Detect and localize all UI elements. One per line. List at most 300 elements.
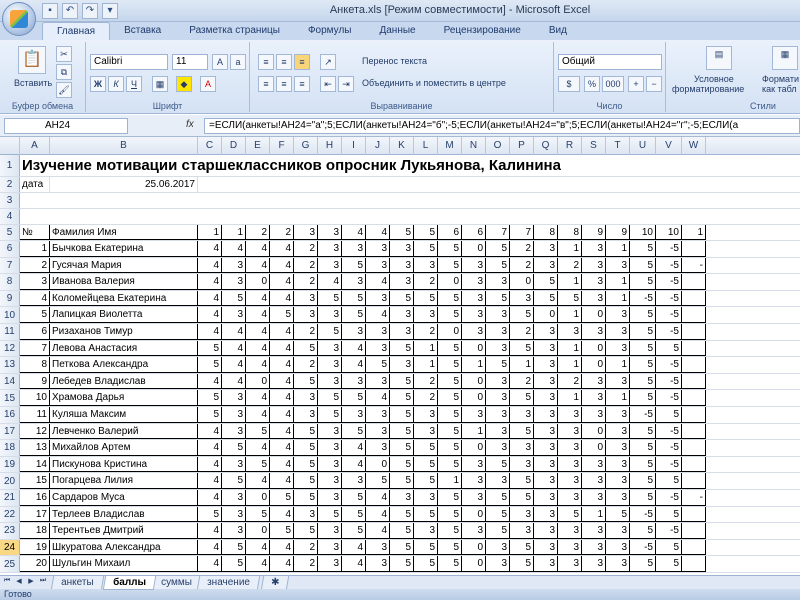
cell[interactable]: 2 — [414, 274, 438, 290]
cell[interactable]: 14 — [20, 457, 50, 473]
cell[interactable]: 3 — [486, 374, 510, 390]
align-left-icon[interactable]: ≡ — [258, 76, 274, 92]
cell[interactable]: 1 — [606, 274, 630, 290]
cell[interactable]: 9 — [20, 374, 50, 390]
cell[interactable]: 3 — [510, 440, 534, 456]
cell[interactable]: 3 — [342, 374, 366, 390]
cell[interactable]: 4 — [270, 440, 294, 456]
cell[interactable]: 5 — [270, 490, 294, 506]
cell[interactable]: 4 — [342, 556, 366, 572]
cell[interactable]: 1 — [606, 357, 630, 373]
cell[interactable]: -5 — [656, 440, 682, 456]
prev-sheet-icon[interactable]: ◀ — [16, 578, 22, 585]
cell[interactable]: 0 — [582, 440, 606, 456]
cell[interactable]: 5 — [438, 374, 462, 390]
cell[interactable] — [682, 457, 706, 473]
cell[interactable]: Коломейцева Екатерина — [50, 291, 198, 307]
cell[interactable]: 3 — [558, 440, 582, 456]
cell[interactable]: 4 — [246, 341, 270, 357]
cell[interactable]: 3 — [222, 390, 246, 406]
cell[interactable]: Петкова Александра — [50, 357, 198, 373]
cell[interactable]: 3 — [558, 424, 582, 440]
cell[interactable]: 3 — [534, 324, 558, 340]
cell[interactable]: 5 — [414, 291, 438, 307]
cell[interactable]: Гусячая Мария — [50, 258, 198, 274]
column-header[interactable]: S — [582, 137, 606, 155]
cell[interactable]: 3 — [318, 341, 342, 357]
cell[interactable]: 5 — [438, 357, 462, 373]
cell[interactable]: -5 — [630, 291, 656, 307]
cell[interactable]: 4 — [246, 357, 270, 373]
cell[interactable]: 3 — [534, 390, 558, 406]
cell[interactable]: 4 — [342, 357, 366, 373]
cell[interactable]: 5 — [656, 507, 682, 523]
cell[interactable]: 8 — [558, 225, 582, 240]
cell[interactable]: 5 — [438, 341, 462, 357]
row-header[interactable]: 20 — [0, 473, 20, 489]
cell[interactable]: -5 — [656, 324, 682, 340]
cell[interactable]: 2 — [294, 258, 318, 274]
cell[interactable]: 3 — [534, 357, 558, 373]
cell[interactable]: 4 — [198, 540, 222, 556]
cell[interactable]: 5 — [414, 556, 438, 572]
qat-customize-icon[interactable]: ▾ — [102, 3, 118, 19]
cell[interactable]: 3 — [558, 556, 582, 572]
column-header[interactable]: Q — [534, 137, 558, 155]
cell[interactable]: 3 — [366, 324, 390, 340]
conditional-formatting-label-2[interactable]: форматирование — [672, 84, 745, 94]
cell[interactable]: 3 — [390, 274, 414, 290]
cell[interactable]: Фамилия Имя — [50, 225, 198, 240]
row-header[interactable]: 13 — [0, 357, 20, 373]
cell[interactable]: 0 — [462, 507, 486, 523]
format-painter-icon[interactable]: 🖌 — [56, 82, 72, 98]
cell[interactable]: 1 — [222, 225, 246, 240]
cell[interactable]: 19 — [20, 540, 50, 556]
cell[interactable]: 2 — [20, 258, 50, 274]
font-color-icon[interactable]: A — [200, 76, 216, 92]
cell[interactable]: 0 — [510, 274, 534, 290]
cell[interactable]: 5 — [222, 440, 246, 456]
cell[interactable]: 3 — [534, 507, 558, 523]
cell[interactable]: 3 — [294, 225, 318, 240]
cell[interactable] — [682, 274, 706, 290]
cell[interactable]: -5 — [656, 357, 682, 373]
cell[interactable]: 3 — [222, 307, 246, 323]
cell[interactable]: 5 — [198, 407, 222, 423]
cell[interactable]: 3 — [582, 490, 606, 506]
cell[interactable]: 5 — [438, 556, 462, 572]
cell[interactable]: 3 — [486, 324, 510, 340]
cell[interactable]: 5 — [438, 457, 462, 473]
cell[interactable]: Терлеев Владислав — [50, 507, 198, 523]
cell[interactable]: 3 — [318, 440, 342, 456]
cell[interactable]: 1 — [606, 291, 630, 307]
cell[interactable]: 2 — [294, 556, 318, 572]
cell[interactable]: 4 — [198, 374, 222, 390]
cell[interactable]: 5 — [390, 507, 414, 523]
cell[interactable]: 3 — [390, 490, 414, 506]
cell[interactable]: 3 — [390, 241, 414, 257]
cell[interactable]: 3 — [366, 540, 390, 556]
cell[interactable]: 3 — [390, 258, 414, 274]
cell[interactable]: 1 — [558, 274, 582, 290]
cell[interactable]: -5 — [656, 274, 682, 290]
cell[interactable]: 6 — [438, 225, 462, 240]
cell[interactable]: -5 — [656, 390, 682, 406]
borders-icon[interactable]: ▦ — [152, 76, 168, 92]
cell[interactable]: 2 — [294, 540, 318, 556]
cell[interactable]: 4 — [198, 440, 222, 456]
cell[interactable]: 0 — [582, 307, 606, 323]
cell[interactable]: -5 — [656, 291, 682, 307]
cell[interactable]: 3 — [534, 440, 558, 456]
cell[interactable]: 4 — [366, 523, 390, 539]
cell[interactable]: 5 — [656, 407, 682, 423]
cell[interactable]: 3 — [462, 291, 486, 307]
cell[interactable]: 5 — [486, 457, 510, 473]
cell[interactable]: 3 — [606, 440, 630, 456]
cell[interactable]: 5 — [438, 291, 462, 307]
cell[interactable]: 4 — [270, 258, 294, 274]
cell[interactable]: 2 — [294, 274, 318, 290]
ribbon-tab[interactable]: Формулы — [307, 25, 352, 36]
cell[interactable]: 4 — [222, 357, 246, 373]
cell[interactable]: 4 — [342, 540, 366, 556]
ribbon-tab[interactable]: Разметка страницы — [189, 25, 280, 36]
cell[interactable]: 2 — [414, 390, 438, 406]
cell[interactable]: 0 — [462, 241, 486, 257]
cell[interactable]: 3 — [534, 258, 558, 274]
cell[interactable]: 4 — [342, 341, 366, 357]
column-header[interactable]: J — [366, 137, 390, 155]
row-header[interactable]: 19 — [0, 457, 20, 473]
cell[interactable]: 4 — [270, 457, 294, 473]
cell[interactable]: 3 — [318, 307, 342, 323]
cell[interactable]: 15 — [20, 473, 50, 489]
cell[interactable]: - — [682, 258, 706, 274]
cell[interactable]: 3 — [222, 490, 246, 506]
cell[interactable]: 5 — [222, 291, 246, 307]
cell[interactable]: 7 — [20, 341, 50, 357]
cell[interactable]: 3 — [606, 556, 630, 572]
cell[interactable] — [682, 440, 706, 456]
cell[interactable]: 5 — [246, 507, 270, 523]
cell[interactable]: 5 — [630, 307, 656, 323]
cell[interactable]: 4 — [270, 390, 294, 406]
cell[interactable]: 5 — [414, 540, 438, 556]
cell[interactable] — [682, 374, 706, 390]
cell[interactable]: 5 — [366, 473, 390, 489]
wrap-text-button[interactable]: Перенос текста — [362, 56, 428, 66]
cell[interactable]: 25.06.2017 — [50, 177, 198, 192]
cell[interactable] — [682, 424, 706, 440]
cell[interactable]: 3 — [606, 407, 630, 423]
cell[interactable]: 3 — [366, 556, 390, 572]
cell[interactable]: 3 — [318, 457, 342, 473]
cell[interactable]: 3 — [414, 523, 438, 539]
cell[interactable]: 1 — [558, 241, 582, 257]
cell[interactable]: 5 — [390, 523, 414, 539]
column-header[interactable]: V — [656, 137, 682, 155]
column-header[interactable]: G — [294, 137, 318, 155]
cell[interactable]: 0 — [462, 374, 486, 390]
cell[interactable]: 5 — [414, 507, 438, 523]
cell[interactable]: 3 — [318, 258, 342, 274]
cell[interactable] — [682, 540, 706, 556]
cell[interactable]: 5 — [198, 357, 222, 373]
cell[interactable]: 3 — [606, 324, 630, 340]
row-header[interactable]: 16 — [0, 407, 20, 423]
column-header[interactable]: U — [630, 137, 656, 155]
cell[interactable]: 3 — [462, 523, 486, 539]
align-bottom-icon[interactable]: ≡ — [294, 54, 310, 70]
cell[interactable]: 5 — [510, 390, 534, 406]
cell[interactable]: 5 — [558, 507, 582, 523]
sheet-tab[interactable] — [103, 576, 156, 590]
cell[interactable]: 3 — [510, 507, 534, 523]
cell[interactable]: 3 — [462, 457, 486, 473]
cell[interactable]: 3 — [294, 390, 318, 406]
cell[interactable]: 5 — [294, 457, 318, 473]
cell[interactable]: 5 — [366, 357, 390, 373]
cell[interactable]: 3 — [486, 540, 510, 556]
cell[interactable]: 5 — [390, 440, 414, 456]
cell[interactable]: 4 — [366, 390, 390, 406]
cell[interactable] — [682, 291, 706, 307]
cell[interactable]: 4 — [198, 523, 222, 539]
cell[interactable]: 3 — [582, 407, 606, 423]
cell[interactable]: 4 — [198, 424, 222, 440]
cell[interactable]: 9 — [606, 225, 630, 240]
cell[interactable]: 5 — [246, 424, 270, 440]
cell[interactable] — [682, 556, 706, 572]
cell[interactable]: 4 — [246, 540, 270, 556]
font-name-select[interactable]: Calibri — [90, 54, 168, 70]
cell[interactable]: 3 — [510, 523, 534, 539]
cell[interactable]: 5 — [438, 507, 462, 523]
redo-icon[interactable]: ↷ — [82, 3, 98, 19]
cell[interactable]: 4 — [198, 473, 222, 489]
cell[interactable]: 4 — [366, 490, 390, 506]
cell[interactable]: 3 — [582, 523, 606, 539]
cell[interactable]: 5 — [294, 523, 318, 539]
cell[interactable]: 3 — [414, 424, 438, 440]
cell[interactable]: 5 — [630, 341, 656, 357]
sheet-tab[interactable] — [51, 576, 104, 590]
cell[interactable]: 3 — [558, 490, 582, 506]
cell[interactable]: 4 — [270, 540, 294, 556]
cell[interactable]: Ризаханов Тимур — [50, 324, 198, 340]
cell[interactable]: 5 — [630, 274, 656, 290]
cell[interactable]: 4 — [198, 307, 222, 323]
cell[interactable]: 5 — [630, 473, 656, 489]
row-header[interactable]: 21 — [0, 490, 20, 506]
cell[interactable]: 3 — [222, 523, 246, 539]
column-header[interactable]: F — [270, 137, 294, 155]
cell[interactable]: 0 — [582, 424, 606, 440]
cell[interactable]: 5 — [630, 258, 656, 274]
name-box[interactable]: AH24 — [4, 118, 128, 134]
cell[interactable]: 5 — [486, 490, 510, 506]
select-all-corner[interactable] — [0, 137, 20, 155]
cell[interactable]: Левова Анастасия — [50, 341, 198, 357]
cell[interactable]: 13 — [20, 440, 50, 456]
cell[interactable]: 5 — [318, 324, 342, 340]
row-header[interactable]: 11 — [0, 324, 20, 340]
cell[interactable]: 3 — [486, 274, 510, 290]
cell[interactable]: 5 — [246, 457, 270, 473]
row-header[interactable]: 1 — [0, 155, 20, 176]
cell[interactable] — [682, 241, 706, 257]
row-header[interactable]: 25 — [0, 556, 20, 572]
cell[interactable] — [682, 473, 706, 489]
cell[interactable]: 4 — [270, 507, 294, 523]
cell[interactable]: 3 — [342, 473, 366, 489]
cell[interactable]: 2 — [294, 324, 318, 340]
cell[interactable]: 3 — [486, 424, 510, 440]
row-header[interactable]: 22 — [0, 507, 20, 523]
cell[interactable]: 3 — [486, 390, 510, 406]
ribbon-tab[interactable]: Главная — [42, 22, 110, 40]
cell[interactable]: 5 — [342, 258, 366, 274]
cell[interactable]: 5 — [390, 374, 414, 390]
column-header[interactable]: D — [222, 137, 246, 155]
cell[interactable]: 4 — [270, 341, 294, 357]
cell[interactable]: 0 — [438, 324, 462, 340]
row-header[interactable]: 9 — [0, 291, 20, 307]
cell[interactable]: 3 — [582, 390, 606, 406]
cell[interactable]: 3 — [390, 324, 414, 340]
sheet-title[interactable]: Изучение мотивации старшеклассников опросник Лукьянова, Калинина — [22, 157, 561, 174]
cell[interactable]: 5 — [390, 540, 414, 556]
grow-font-icon[interactable]: A — [212, 54, 228, 70]
cell[interactable]: 5 — [270, 523, 294, 539]
row-header[interactable]: 15 — [0, 390, 20, 406]
cell[interactable]: 3 — [582, 274, 606, 290]
cell[interactable]: 5 — [318, 291, 342, 307]
cell[interactable]: 3 — [534, 457, 558, 473]
shrink-font-icon[interactable]: a — [230, 54, 246, 70]
row-header[interactable]: 12 — [0, 341, 20, 357]
cell[interactable]: 5 — [414, 473, 438, 489]
cell[interactable]: 5 — [294, 490, 318, 506]
cell[interactable]: 7 — [510, 225, 534, 240]
cell[interactable]: -5 — [656, 374, 682, 390]
cell[interactable]: 5 — [510, 556, 534, 572]
cell[interactable]: 3 — [294, 307, 318, 323]
cell[interactable]: 0 — [246, 274, 270, 290]
align-middle-icon[interactable]: ≡ — [276, 54, 292, 70]
cell[interactable]: 3 — [462, 274, 486, 290]
cell[interactable]: 5 — [438, 540, 462, 556]
merge-center-button[interactable]: Объединить и поместить в центре — [362, 78, 506, 88]
font-size-select[interactable]: 11 — [172, 54, 208, 70]
cell[interactable]: 4 — [270, 424, 294, 440]
cell[interactable]: 10 — [656, 225, 682, 240]
cell[interactable]: 5 — [390, 473, 414, 489]
cell[interactable]: 3 — [222, 424, 246, 440]
increase-decimal-icon[interactable]: + — [628, 76, 644, 92]
cell[interactable]: 4 — [246, 390, 270, 406]
align-right-icon[interactable]: ≡ — [294, 76, 310, 92]
cell[interactable]: 5 — [630, 241, 656, 257]
cell[interactable]: 4 — [246, 556, 270, 572]
cell[interactable]: 5 — [486, 523, 510, 539]
cell[interactable]: 2 — [294, 357, 318, 373]
cell[interactable]: 3 — [606, 540, 630, 556]
cell[interactable]: 3 — [414, 490, 438, 506]
cell[interactable]: 1 — [438, 473, 462, 489]
cell[interactable]: -5 — [656, 523, 682, 539]
cell[interactable]: 3 — [318, 225, 342, 240]
cell[interactable]: 3 — [366, 407, 390, 423]
cell[interactable]: 0 — [582, 341, 606, 357]
next-sheet-icon[interactable]: ▶ — [28, 578, 34, 585]
cell[interactable]: 3 — [366, 440, 390, 456]
conditional-formatting-icon[interactable]: ▤ — [706, 46, 732, 70]
cell[interactable]: 4 — [270, 241, 294, 257]
cell[interactable]: 3 — [462, 473, 486, 489]
office-button[interactable] — [2, 2, 36, 36]
cell[interactable]: 2 — [270, 225, 294, 240]
column-header[interactable]: H — [318, 137, 342, 155]
cell[interactable]: 4 — [222, 374, 246, 390]
cell[interactable]: 3 — [318, 523, 342, 539]
cell[interactable]: 10 — [20, 390, 50, 406]
cell[interactable]: 5 — [414, 225, 438, 240]
cell[interactable]: 4 — [342, 225, 366, 240]
cell[interactable]: 5 — [294, 473, 318, 489]
cell[interactable]: 20 — [20, 556, 50, 572]
cell[interactable]: 3 — [606, 490, 630, 506]
cell[interactable]: 3 — [606, 258, 630, 274]
cell[interactable]: Бычкова Екатерина — [50, 241, 198, 257]
cell[interactable]: 0 — [246, 523, 270, 539]
cell[interactable]: 5 — [390, 225, 414, 240]
cell[interactable]: 1 — [558, 357, 582, 373]
ribbon-tab[interactable]: Вид — [548, 25, 567, 36]
cell[interactable]: 5 — [222, 540, 246, 556]
cell[interactable]: 1 — [682, 225, 706, 240]
cell[interactable]: 3 — [534, 424, 558, 440]
cell[interactable]: 3 — [606, 473, 630, 489]
cell[interactable]: 5 — [438, 424, 462, 440]
cell[interactable]: 4 — [342, 440, 366, 456]
cell[interactable]: 3 — [534, 407, 558, 423]
cell[interactable]: 3 — [582, 291, 606, 307]
cell[interactable]: 3 — [366, 374, 390, 390]
cell[interactable]: 5 — [222, 556, 246, 572]
cell[interactable]: 3 — [558, 473, 582, 489]
cell[interactable]: 3 — [222, 457, 246, 473]
cell[interactable]: 4 — [222, 241, 246, 257]
cell[interactable]: 4 — [222, 324, 246, 340]
cell[interactable]: 8 — [20, 357, 50, 373]
column-header[interactable]: L — [414, 137, 438, 155]
cell[interactable]: 5 — [486, 291, 510, 307]
cell[interactable]: 5 — [342, 523, 366, 539]
row-header[interactable]: 24 — [0, 540, 20, 556]
column-header[interactable]: O — [486, 137, 510, 155]
cell[interactable]: 5 — [318, 390, 342, 406]
cell[interactable]: 5 — [198, 507, 222, 523]
cell[interactable]: 4 — [318, 274, 342, 290]
cell[interactable]: 3 — [510, 457, 534, 473]
cell[interactable]: 3 — [582, 241, 606, 257]
cell[interactable]: 5 — [342, 424, 366, 440]
cell[interactable]: 3 — [606, 523, 630, 539]
